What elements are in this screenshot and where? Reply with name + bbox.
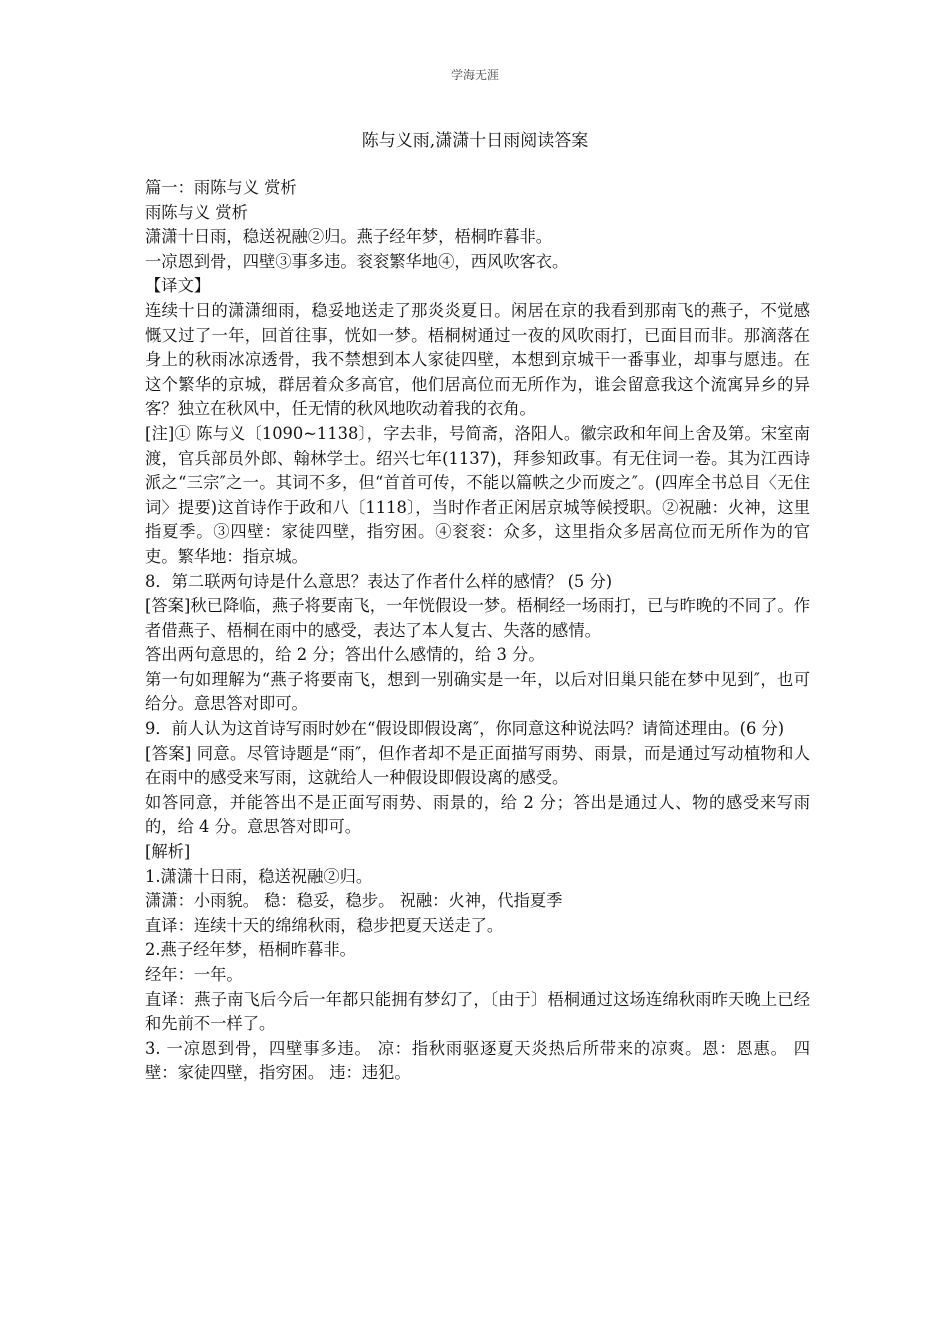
paragraph: 篇一：雨陈与义 赏析 xyxy=(145,178,297,197)
question: 8．第二联两句诗是什么意思？表达了作者什么样的感情？ (5 分) xyxy=(145,571,613,591)
answer: [答案] 同意。尽管诗题是“雨″，但作者却不是正面描写雨势、雨景，而是通过写动植物和人在雨中的感受来写雨，这就给人一种假设即假设离的感受。 xyxy=(145,743,810,788)
paragraph: 一凉恩到骨，四壁③事多违。衮衮繁华地④，西风吹客衣。 xyxy=(145,251,569,271)
document-body xyxy=(145,176,810,1086)
section-heading: 【译文】 xyxy=(145,276,211,296)
paragraph: 连续十日的潇潇细雨，稳妥地送走了那炎炎夏日。闲居在京的我看到那南飞的燕子，不觉感慨又过了一年，回首往事，恍如一梦。梧桐树通过一夜的风吹雨打，已面目而非。那滴落在身上的秋雨冰凉透骨，我不禁想到本人家徒四壁，本想到京城干一番事业，却事与愿违。在这个繁华的京城，群居着众多高官，他们居高位而无所作为，谁会留意我这个流寓异乡的异客？独立在秋风中，任无情的秋风地吹动着我的衣角。 xyxy=(145,300,810,419)
paragraph: [注]① 陈与义〔1090~1138〕，字去非，号简斋，洛阳人。徽宗政和年间上舍及第。宋室南渡，官兵部员外郎、翰林学士。绍兴七年(1137)，拜参知政事。有无住词一卷。其为江西诗派之“三宗″之一。其词不多，但“首首可传，不能以篇帙之少而废之″。(四库全书总目〈无住词〉提要)这首诗作于政和八〔1118〕，当时作者正闲居京城等候授职。②祝融：火神，这里指夏季。③四壁：家徒四壁，指穷困。④衮衮：众多，这里指众多居高位而无所作为的官吏。繁华地：指京城。 xyxy=(145,423,810,566)
paragraph: 答出两句意思的，给 2 分；答出什么感情的，给 3 分。 xyxy=(145,645,545,665)
document-title: 陈与义雨,潇潇十日雨阅读答案 xyxy=(361,131,589,151)
paragraph: 1.潇潇十日雨，稳送祝融②归。 xyxy=(145,866,373,886)
paragraph: 直译：燕子南飞后今后一年都只能拥有梦幻了，〔由于〕梧桐通过这场连绵秋雨昨天晚上已经和先前不一样了。 xyxy=(145,989,810,1034)
paragraph: 如答同意，并能答出不是正面写雨势、雨景的，给 2 分；答出是通过人、物的感受来写雨的，给 4 分。意思答对即可。 xyxy=(145,792,810,837)
question: 9．前人认为这首诗写雨时妙在“假设即假设离″，你同意这种说法吗？请简述理由。(6 分) xyxy=(145,719,785,739)
paragraph: 3. 一凉恩到骨，四壁事多违。 凉：指秋雨驱逐夏天炎热后所带来的凉爽。恩：恩惠。 四壁：家徒四壁，指穷困。 违：违犯。 xyxy=(145,1038,810,1083)
paragraph: 2.燕子经年梦，梧桐昨暮非。 xyxy=(145,940,356,960)
answer: [答案]秋已降临，燕子将要南飞，一年恍假设一梦。梧桐经一场雨打，已与昨晚的不同了。作者借燕子、梧桐在雨中的感受，表达了本人复古、失落的感情。 xyxy=(145,596,810,640)
paragraph: 经年：一年。 xyxy=(145,965,243,984)
paragraph: 雨陈与义 赏析 xyxy=(145,202,248,222)
paragraph: 潇潇：小雨貌。 稳：稳妥，稳步。 祝融：火神，代指夏季 xyxy=(145,891,563,911)
paragraph: 潇潇十日雨，稳送祝融②归。燕子经年梦，梧桐昨暮非。 xyxy=(145,227,553,247)
running-header: 学海无涯 xyxy=(450,68,499,82)
paragraph: 第一句如理解为“燕子将要南飞，想到一别确实是一年，以后对旧巢只能在梦中见到″，也可给分。意思答对即可。 xyxy=(145,669,810,714)
section-heading: [解析] xyxy=(145,842,191,862)
paragraph: 直译：连续十天的绵绵秋雨，稳步把夏天送走了。 xyxy=(145,915,504,935)
